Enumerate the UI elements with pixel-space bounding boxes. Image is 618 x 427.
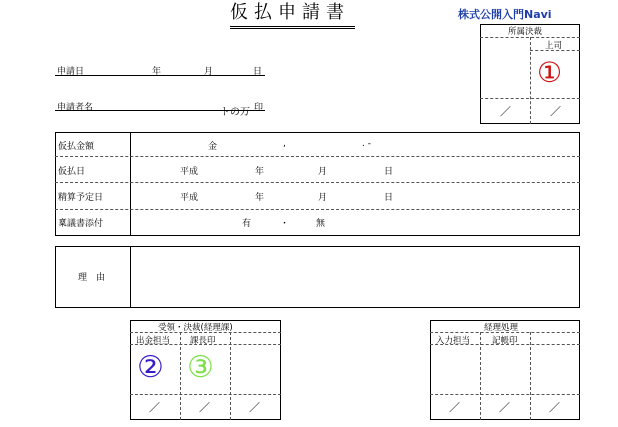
row-advance-date-label: 仮払日: [58, 167, 86, 177]
receipt-col-divider-1: [180, 332, 181, 420]
main-table-col-divider: [130, 132, 131, 236]
date-year: 年: [152, 67, 162, 77]
stamp-3: ③: [187, 350, 214, 385]
date-month: 月: [204, 67, 214, 77]
receipt-bottom-divider: [130, 394, 281, 395]
stamp-1: ①: [537, 56, 563, 89]
receipt-sub-divider: [130, 344, 281, 345]
reason-col-divider: [130, 246, 131, 308]
reason-label: 理 由: [78, 273, 106, 283]
accounting-col-divider-1: [480, 332, 481, 420]
accounting-sub-divider: [430, 344, 580, 345]
date-underline: [55, 75, 265, 76]
applicant-name-label: 申請者名: [57, 103, 94, 113]
approval-subdivider: [530, 50, 580, 51]
receipt-heading-divider: [130, 332, 281, 333]
seal-mark: 印: [254, 103, 264, 113]
row-settle-day: 日: [384, 193, 394, 203]
date-day: 日: [253, 67, 263, 77]
receipt-slash-2: ／: [199, 401, 210, 414]
row-ringi-yes: 有: [242, 219, 252, 229]
accounting-heading-divider: [430, 332, 580, 333]
row-ringi-no: 無: [316, 219, 326, 229]
row-settle-era: 平成: [180, 193, 199, 203]
name-underline: [55, 110, 265, 111]
page-title: 仮払申請書: [230, 2, 350, 23]
approval-bottom-divider: [480, 98, 580, 99]
accounting-slash-2: ／: [499, 401, 510, 414]
receipt-col1-label: 出金担当: [136, 336, 171, 346]
accounting-bottom-divider: [430, 394, 580, 395]
row-amount-label: 仮払金額: [58, 142, 95, 152]
approval-heading: 所属決裁: [508, 27, 543, 37]
stamp-2: ②: [137, 350, 164, 385]
title-underline-2: [230, 28, 355, 29]
row-ringi-label: 稟議書添付: [58, 219, 104, 229]
title-underline: [230, 26, 355, 27]
row-advance-month: 月: [318, 167, 328, 177]
row-divider-3: [55, 209, 580, 210]
applicant-name-value: トの万: [220, 107, 250, 118]
row-advance-era: 平成: [180, 167, 199, 177]
accounting-col2-label: 記帳印: [492, 336, 518, 346]
row-divider-1: [55, 156, 580, 157]
accounting-col1-label: 入力担当: [436, 336, 471, 346]
row-divider-2: [55, 182, 580, 183]
approval-col-label: 上司: [545, 41, 563, 51]
approval-slash-1: ／: [500, 105, 511, 118]
row-settle-month: 月: [318, 193, 328, 203]
receipt-col2-label: 課長印: [190, 336, 216, 346]
accounting-col-divider-2: [530, 332, 531, 420]
row-advance-day: 日: [384, 167, 394, 177]
accounting-heading: 経理処理: [484, 323, 519, 333]
row-settle-year: 年: [255, 193, 265, 203]
row-settle-date-label: 精算予定日: [58, 193, 104, 203]
date-label: 申請日: [57, 67, 85, 77]
row-ringi-dot: ・: [280, 219, 290, 229]
row-amount-yen: 金: [208, 142, 218, 152]
receipt-slash-3: ／: [249, 401, 260, 414]
receipt-slash-1: ／: [149, 401, 160, 414]
accounting-slash-1: ／: [449, 401, 460, 414]
row-amount-comma: ,: [283, 139, 286, 149]
accounting-slash-3: ／: [549, 401, 560, 414]
brand-label: 株式公開入門Navi: [458, 8, 552, 21]
receipt-col-divider-2: [230, 332, 231, 420]
row-amount-suffix: . -: [362, 139, 371, 149]
row-advance-year: 年: [255, 167, 265, 177]
reason-box: [55, 246, 580, 308]
receipt-heading: 受領・決裁(経理課): [158, 323, 233, 333]
approval-slash-2: ／: [550, 105, 561, 118]
